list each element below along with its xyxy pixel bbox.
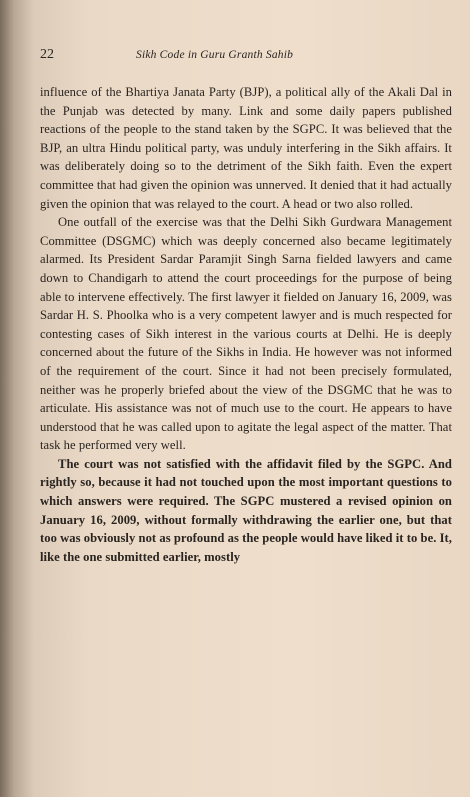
paragraph-2: One outfall of the exercise was that the Delhi Sikh Gurdwara Management Committee (DSGMC) which was deeply concerned also became legitimately alarmed. Its President Sardar Paramjit Singh Sarna fielded lawyers and came down to Chandigarh to attend the court proceedings for the purpose of being able to intervene effectively. The first lawyer it fielded on January 16, 2009, was Sardar H. S. Phoolka who is a very competent lawyer and is much respected for contesting cases of Sikh interest in the various courts at Delhi. He is deeply concerned about the future of the Sikhs in India. He however was not informed of the requirement of the court. Since it had not been precisely formulated, neither was he properly briefed about the view of the DSGMC that he was to articulate. His assistance was not of much use to the court. He appears to have understood that he was called upon to agitate the legal aspect of the matter. That task he performed very well.: [40, 215, 452, 453]
paragraph-3: The court was not satisfied with the affidavit filed by the SGPC. And rightly so, because it had not touched upon the most important questions to which answers were required. The SGPC mustered a revised opinion on January 16, 2009, without formally withdrawing the earlier one, but that too was obviously not as profound as the people would have liked it to be. It, like the one submitted earlier, mostly: [40, 456, 452, 564]
running-head: Sikh Code in Guru Granth Sahib: [136, 49, 294, 61]
page-header: [40, 47, 450, 67]
page-number: 22: [40, 47, 54, 62]
paragraph-1: influence of the Bhartiya Janata Party (BJP), a political ally of the Akali Dal in the Punjab was detected by many. Link and some daily papers published reactions of the people to the stand taken by the SGPC. It was believed that the BJP, an ultra Hindu political party, was unduly interfering in the Sikh affairs. It was deliberately doing so to the detriment of the Sikh faith. Even the expert committee that had given the opinion was unnerved. It denied that it had actually given the opinion that was relayed to the court. A head or two also rolled.: [40, 85, 452, 211]
body-text: [40, 83, 452, 566]
